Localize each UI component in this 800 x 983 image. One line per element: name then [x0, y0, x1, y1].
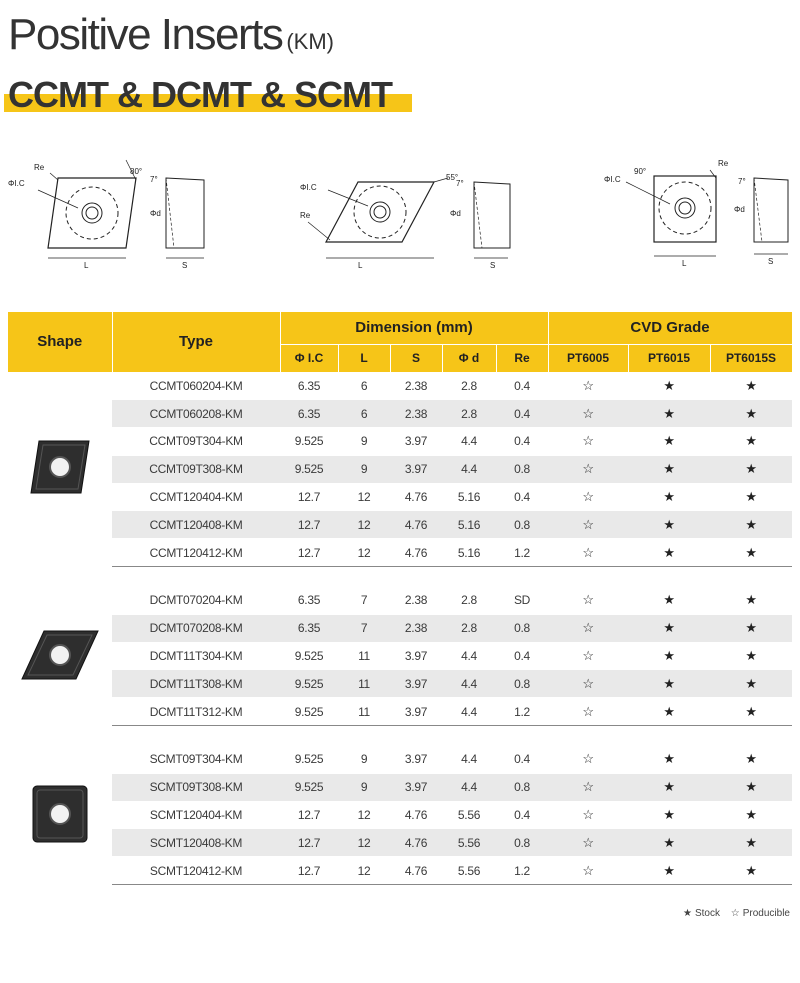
- cell-ic: 12.7: [280, 829, 338, 857]
- cell-pt6015s: ★: [710, 372, 792, 400]
- table-row: [8, 428, 792, 456]
- legend: [677, 908, 790, 919]
- cell-s: 3.97: [390, 698, 442, 726]
- drawing-ic-label: ΦI.C: [604, 175, 621, 184]
- cell-d: 4.4: [442, 670, 496, 698]
- header-dimension: Dimension (mm): [280, 312, 548, 344]
- cell-pt6015s: ★: [710, 746, 792, 774]
- header-s: S: [390, 344, 442, 372]
- cell-type: SCMT120404-KM: [112, 801, 280, 829]
- cell-d: 4.4: [442, 698, 496, 726]
- cell-pt6005: ☆: [548, 587, 628, 615]
- drawing-angle-label: 80°: [130, 167, 143, 176]
- cell-pt6015: ★: [628, 773, 710, 801]
- drawing-l-label: L: [682, 259, 687, 268]
- table-row: [8, 372, 792, 400]
- cell-ic: 9.525: [280, 455, 338, 483]
- cell-pt6015s: ★: [710, 539, 792, 567]
- cell-pt6015s: ★: [710, 670, 792, 698]
- cell-re: 0.8: [496, 773, 548, 801]
- cell-d: 4.4: [442, 642, 496, 670]
- cell-l: 11: [338, 642, 390, 670]
- cell-ic: 12.7: [280, 857, 338, 885]
- cell-pt6015s: ★: [710, 614, 792, 642]
- cell-l: 12: [338, 857, 390, 885]
- cell-pt6015: ★: [628, 614, 710, 642]
- cell-type: SCMT09T308-KM: [112, 773, 280, 801]
- drawing-d-label: Φd: [450, 209, 461, 218]
- cell-s: 4.76: [390, 539, 442, 567]
- cell-l: 12: [338, 539, 390, 567]
- cell-ic: 6.35: [280, 614, 338, 642]
- scmt-technical-drawing: [602, 150, 792, 270]
- cell-l: 9: [338, 428, 390, 456]
- table-row: [8, 511, 792, 539]
- cell-ic: 9.525: [280, 428, 338, 456]
- header-d: Φ d: [442, 344, 496, 372]
- cell-pt6015s: ★: [710, 829, 792, 857]
- cell-l: 6: [338, 372, 390, 400]
- header-re: Re: [496, 344, 548, 372]
- drawing-d-label: Φd: [734, 205, 745, 214]
- cell-ic: 12.7: [280, 483, 338, 511]
- cell-re: 0.4: [496, 746, 548, 774]
- cell-type: SCMT120412-KM: [112, 857, 280, 885]
- dcmt-technical-drawing: [298, 150, 508, 270]
- cell-pt6005: ☆: [548, 428, 628, 456]
- cell-re: 0.8: [496, 614, 548, 642]
- drawing-ic-label: ΦI.C: [8, 179, 25, 188]
- cell-d: 2.8: [442, 400, 496, 428]
- drawing-ic-label: ΦI.C: [300, 183, 317, 192]
- cell-pt6015s: ★: [710, 642, 792, 670]
- cell-ic: 12.7: [280, 801, 338, 829]
- cell-s: 3.97: [390, 428, 442, 456]
- cell-pt6015: ★: [628, 539, 710, 567]
- cell-pt6015s: ★: [710, 698, 792, 726]
- cell-l: 11: [338, 670, 390, 698]
- cell-re: 0.8: [496, 455, 548, 483]
- cell-pt6015: ★: [628, 372, 710, 400]
- cell-type: CCMT060204-KM: [112, 372, 280, 400]
- cell-d: 2.8: [442, 587, 496, 615]
- drawing-re-label: Re: [718, 159, 729, 168]
- cell-s: 3.97: [390, 746, 442, 774]
- cell-pt6005: ☆: [548, 642, 628, 670]
- cell-l: 12: [338, 483, 390, 511]
- cell-ic: 6.35: [280, 587, 338, 615]
- cell-pt6015: ★: [628, 857, 710, 885]
- cell-s: 4.76: [390, 829, 442, 857]
- drawing-d-label: Φd: [150, 209, 161, 218]
- drawing-relief-label: 7°: [150, 175, 158, 184]
- cell-pt6015: ★: [628, 698, 710, 726]
- cell-l: 9: [338, 746, 390, 774]
- cell-ic: 9.525: [280, 698, 338, 726]
- cell-type: DCMT11T308-KM: [112, 670, 280, 698]
- cell-pt6015s: ★: [710, 511, 792, 539]
- table-row: [8, 455, 792, 483]
- outline-star-icon: ☆: [730, 908, 740, 919]
- cell-ic: 9.525: [280, 642, 338, 670]
- drawing-l-label: L: [84, 261, 89, 270]
- cell-type: DCMT11T312-KM: [112, 698, 280, 726]
- cell-re: 0.8: [496, 511, 548, 539]
- cell-d: 5.16: [442, 483, 496, 511]
- drawing-relief-label: 7°: [456, 179, 464, 188]
- table-row: [8, 773, 792, 801]
- cell-d: 5.16: [442, 539, 496, 567]
- page-subtitle: CCMT & DCMT & SCMT: [8, 74, 392, 115]
- scmt-insert-icon: [29, 835, 91, 849]
- cell-re: 1.2: [496, 539, 548, 567]
- cell-s: 2.38: [390, 372, 442, 400]
- ccmt-insert-icon: [27, 488, 93, 502]
- cell-s: 4.76: [390, 857, 442, 885]
- cell-re: 0.4: [496, 801, 548, 829]
- table-row: [8, 857, 792, 885]
- cell-l: 7: [338, 587, 390, 615]
- cell-re: SD: [496, 587, 548, 615]
- cell-ic: 6.35: [280, 372, 338, 400]
- cell-pt6005: ☆: [548, 455, 628, 483]
- header-pt6005: PT6005: [548, 344, 628, 372]
- page-title: Positive Inserts (KM): [8, 10, 334, 59]
- header-l: L: [338, 344, 390, 372]
- cell-pt6015: ★: [628, 428, 710, 456]
- table-row: [8, 746, 792, 774]
- cell-pt6015: ★: [628, 801, 710, 829]
- cell-pt6005: ☆: [548, 539, 628, 567]
- header-ic: Φ I.C: [280, 344, 338, 372]
- cell-ic: 9.525: [280, 746, 338, 774]
- cell-pt6005: ☆: [548, 372, 628, 400]
- cell-type: DCMT070208-KM: [112, 614, 280, 642]
- shape-cell: [8, 746, 112, 885]
- cell-d: 5.16: [442, 511, 496, 539]
- inserts-table: [8, 312, 793, 885]
- table-row: [8, 642, 792, 670]
- cell-re: 0.4: [496, 483, 548, 511]
- cell-type: CCMT120408-KM: [112, 511, 280, 539]
- header-cvd-grade: CVD Grade: [548, 312, 792, 344]
- cell-d: 5.56: [442, 829, 496, 857]
- shape-cell: [8, 372, 112, 567]
- table-row: [8, 829, 792, 857]
- cell-pt6015s: ★: [710, 773, 792, 801]
- cell-l: 12: [338, 801, 390, 829]
- cell-re: 0.4: [496, 372, 548, 400]
- drawing-s-label: S: [490, 261, 496, 270]
- cell-type: CCMT120404-KM: [112, 483, 280, 511]
- cell-pt6015: ★: [628, 400, 710, 428]
- cell-type: SCMT09T304-KM: [112, 746, 280, 774]
- cell-pt6015: ★: [628, 455, 710, 483]
- cell-d: 4.4: [442, 455, 496, 483]
- cell-pt6015: ★: [628, 642, 710, 670]
- cell-pt6005: ☆: [548, 829, 628, 857]
- cell-pt6015s: ★: [710, 400, 792, 428]
- cell-ic: 12.7: [280, 539, 338, 567]
- cell-pt6005: ☆: [548, 511, 628, 539]
- cell-type: CCMT09T308-KM: [112, 455, 280, 483]
- cell-type: DCMT11T304-KM: [112, 642, 280, 670]
- cell-ic: 9.525: [280, 773, 338, 801]
- cell-re: 0.4: [496, 428, 548, 456]
- cell-type: SCMT120408-KM: [112, 829, 280, 857]
- cell-s: 4.76: [390, 801, 442, 829]
- cell-type: CCMT060208-KM: [112, 400, 280, 428]
- cell-s: 4.76: [390, 511, 442, 539]
- cell-re: 1.2: [496, 857, 548, 885]
- drawing-re-label: Re: [34, 163, 45, 172]
- cell-type: CCMT120412-KM: [112, 539, 280, 567]
- cell-pt6015s: ★: [710, 801, 792, 829]
- cell-d: 2.8: [442, 372, 496, 400]
- cell-pt6005: ☆: [548, 773, 628, 801]
- cell-ic: 9.525: [280, 670, 338, 698]
- cell-d: 4.4: [442, 773, 496, 801]
- cell-re: 0.4: [496, 642, 548, 670]
- page-title-suffix: (KM): [286, 29, 334, 54]
- cell-s: 2.38: [390, 614, 442, 642]
- cell-pt6015s: ★: [710, 857, 792, 885]
- cell-l: 6: [338, 400, 390, 428]
- cell-pt6015s: ★: [710, 428, 792, 456]
- cell-pt6005: ☆: [548, 400, 628, 428]
- filled-star-icon: ★: [683, 908, 692, 919]
- cell-pt6015: ★: [628, 511, 710, 539]
- table-row: [8, 483, 792, 511]
- cell-pt6005: ☆: [548, 698, 628, 726]
- cell-d: 4.4: [442, 428, 496, 456]
- table-row: [8, 539, 792, 567]
- cell-d: 4.4: [442, 746, 496, 774]
- cell-pt6005: ☆: [548, 857, 628, 885]
- legend-stock-label: Stock: [694, 908, 720, 919]
- drawing-s-label: S: [182, 261, 188, 270]
- cell-pt6005: ☆: [548, 801, 628, 829]
- cell-l: 9: [338, 773, 390, 801]
- shape-cell: [8, 587, 112, 726]
- cell-pt6005: ☆: [548, 483, 628, 511]
- cell-type: DCMT070204-KM: [112, 587, 280, 615]
- cell-pt6005: ☆: [548, 746, 628, 774]
- ccmt-technical-drawing: [8, 150, 208, 270]
- dcmt-insert-icon: [18, 672, 102, 686]
- cell-pt6015: ★: [628, 587, 710, 615]
- cell-type: CCMT09T304-KM: [112, 428, 280, 456]
- cell-l: 12: [338, 511, 390, 539]
- drawing-l-label: L: [358, 261, 363, 270]
- cell-s: 3.97: [390, 773, 442, 801]
- cell-ic: 12.7: [280, 511, 338, 539]
- table-row: [8, 587, 792, 615]
- cell-re: 0.4: [496, 400, 548, 428]
- cell-d: 5.56: [442, 857, 496, 885]
- table-row: [8, 698, 792, 726]
- cell-re: 0.8: [496, 829, 548, 857]
- cell-pt6015s: ★: [710, 483, 792, 511]
- table-row: [8, 670, 792, 698]
- cell-pt6015: ★: [628, 746, 710, 774]
- group-spacer: [8, 726, 792, 746]
- cell-l: 7: [338, 614, 390, 642]
- cell-pt6005: ☆: [548, 614, 628, 642]
- cell-l: 11: [338, 698, 390, 726]
- header-shape: Shape: [8, 312, 112, 372]
- drawing-s-label: S: [768, 257, 774, 266]
- header-type: Type: [112, 312, 280, 372]
- cell-s: 3.97: [390, 455, 442, 483]
- cell-s: 3.97: [390, 642, 442, 670]
- cell-pt6015s: ★: [710, 587, 792, 615]
- cell-pt6005: ☆: [548, 670, 628, 698]
- cell-pt6015: ★: [628, 670, 710, 698]
- table-row: [8, 614, 792, 642]
- table-row: [8, 801, 792, 829]
- header-pt6015s: PT6015S: [710, 344, 792, 372]
- header-pt6015: PT6015: [628, 344, 710, 372]
- cell-pt6015: ★: [628, 483, 710, 511]
- cell-re: 0.8: [496, 670, 548, 698]
- cell-l: 9: [338, 455, 390, 483]
- cell-s: 4.76: [390, 483, 442, 511]
- cell-l: 12: [338, 829, 390, 857]
- drawing-relief-label: 7°: [738, 177, 746, 186]
- drawing-angle-label: 90°: [634, 167, 647, 176]
- cell-pt6015s: ★: [710, 455, 792, 483]
- cell-s: 3.97: [390, 670, 442, 698]
- cell-d: 2.8: [442, 614, 496, 642]
- drawing-angle-label: 55°: [446, 173, 459, 182]
- drawing-re-label: Re: [300, 211, 311, 220]
- cell-ic: 6.35: [280, 400, 338, 428]
- cell-d: 5.56: [442, 801, 496, 829]
- cell-pt6015: ★: [628, 829, 710, 857]
- group-spacer: [8, 567, 792, 587]
- cell-re: 1.2: [496, 698, 548, 726]
- legend-producible-label: Producible: [742, 908, 790, 919]
- table-row: [8, 400, 792, 428]
- cell-s: 2.38: [390, 400, 442, 428]
- cell-s: 2.38: [390, 587, 442, 615]
